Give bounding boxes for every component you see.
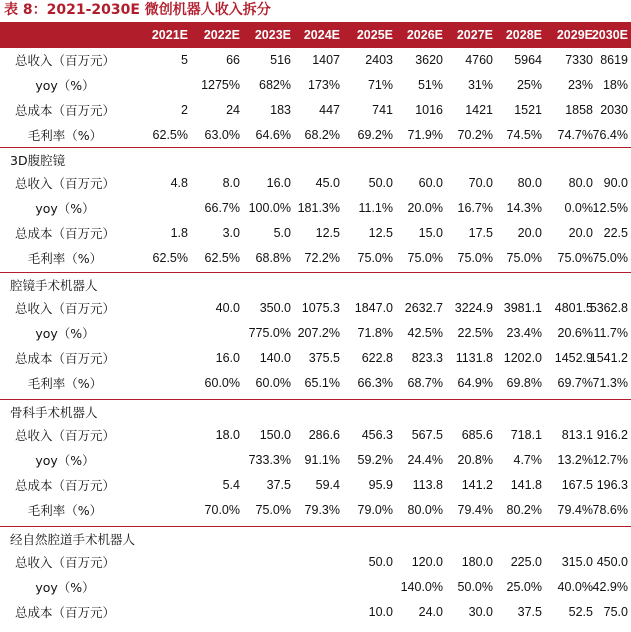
table-cell: 66.7% <box>204 201 240 215</box>
table-row <box>0 171 631 196</box>
table-cell: 80.0 <box>568 176 593 190</box>
table-cell: 741 <box>372 103 393 117</box>
table-row <box>0 448 631 473</box>
table-cell: 813.1 <box>561 428 593 442</box>
row-label: 总收入（百万元） <box>14 301 115 316</box>
table-cell: 24.4% <box>407 453 443 467</box>
table-cell: 75.0% <box>592 251 628 265</box>
table-row <box>0 600 631 625</box>
table-cell: 447 <box>319 103 340 117</box>
table-cell: 71.3% <box>592 376 628 390</box>
table-cell: 15.0 <box>418 226 443 240</box>
table-cell: 69.7% <box>557 376 593 390</box>
row-label: 总成本（百万元） <box>14 103 115 118</box>
table-cell: 75.0% <box>506 251 542 265</box>
table-row <box>0 98 631 123</box>
section-title: 3D腹腔镜 <box>10 153 66 168</box>
table-cell: 167.5 <box>561 478 593 492</box>
table-cell: 3.0 <box>222 226 240 240</box>
table-cell: 22.5% <box>457 326 493 340</box>
row-label: 总收入（百万元） <box>14 53 115 68</box>
table-cell: 173% <box>308 78 340 92</box>
table-cell: 68.2% <box>304 128 340 142</box>
table-cell: 76.4% <box>592 128 628 142</box>
table-cell: 141.8 <box>510 478 542 492</box>
table-cell: 60.0 <box>418 176 443 190</box>
table-cell: 16.0 <box>215 351 240 365</box>
table-row <box>0 346 631 371</box>
table-cell: 60.0% <box>204 376 240 390</box>
table-cell: 1541.2 <box>589 351 628 365</box>
row-label: 总收入（百万元） <box>14 176 115 191</box>
table-cell: 23.4% <box>506 326 542 340</box>
table-title: 表 8：2021-2030E 微创机器人收入拆分 <box>4 2 271 18</box>
table-cell: 141.2 <box>461 478 493 492</box>
table-cell: 91.1% <box>304 453 340 467</box>
row-label: 毛利率（%） <box>27 128 103 143</box>
table-cell: 69.2% <box>357 128 393 142</box>
table-cell: 78.6% <box>592 503 628 517</box>
table-cell: 1858 <box>565 103 593 117</box>
table-cell: 63.0% <box>204 128 240 142</box>
table-cell: 3620 <box>415 53 443 67</box>
row-label: yoy（%） <box>35 580 95 595</box>
table-cell: 62.5% <box>152 128 188 142</box>
table-cell: 17.5 <box>468 226 493 240</box>
table-cell: 80.0 <box>517 176 542 190</box>
table-cell: 42.5% <box>407 326 443 340</box>
table-cell: 682% <box>259 78 291 92</box>
table-cell: 375.5 <box>308 351 340 365</box>
table-cell: 25.0% <box>506 580 542 594</box>
row-label: 毛利率（%） <box>27 251 103 266</box>
table-cell: 4801.5 <box>554 301 593 315</box>
table-cell: 225.0 <box>510 555 542 569</box>
section-title: 骨科手术机器人 <box>10 405 98 420</box>
table-cell: 40.0% <box>557 580 593 594</box>
table-cell: 450.0 <box>596 555 628 569</box>
table-row <box>0 575 631 600</box>
table-cell: 20.0 <box>568 226 593 240</box>
table-cell: 5964 <box>514 53 542 67</box>
table-cell: 16.0 <box>266 176 291 190</box>
table-cell: 775.0% <box>248 326 291 340</box>
table-row <box>0 221 631 246</box>
row-label: yoy（%） <box>35 78 95 93</box>
row-label: 总成本（百万元） <box>14 351 115 366</box>
row-label: 总成本（百万元） <box>14 605 115 620</box>
table-cell: 120.0 <box>411 555 443 569</box>
table-cell: 7330 <box>565 53 593 67</box>
year-header: 2021E <box>151 28 188 42</box>
table-cell: 62.5% <box>204 251 240 265</box>
table-cell: 315.0 <box>561 555 593 569</box>
table-cell: 823.3 <box>411 351 443 365</box>
table-cell: 5.4 <box>222 478 240 492</box>
table-cell: 8619 <box>600 53 628 67</box>
table-cell: 516 <box>270 53 291 67</box>
row-label: 总收入（百万元） <box>14 428 115 443</box>
table-cell: 75.0% <box>357 251 393 265</box>
row-label: yoy（%） <box>35 453 95 468</box>
table-cell: 3981.1 <box>503 301 542 315</box>
table-cell: 1016 <box>415 103 443 117</box>
table-row <box>0 73 631 98</box>
table-header <box>0 22 631 48</box>
table-cell: 20.8% <box>457 453 493 467</box>
table-row <box>0 296 631 321</box>
table-cell: 24 <box>226 103 240 117</box>
table-cell: 1407 <box>312 53 340 67</box>
year-header: 2030E <box>591 28 628 42</box>
table-cell: 72.2% <box>304 251 340 265</box>
table-cell: 70.0% <box>204 503 240 517</box>
table-cell: 60.0% <box>255 376 291 390</box>
table-row <box>0 123 631 148</box>
table-cell: 22.5 <box>603 226 628 240</box>
year-header: 2027E <box>456 28 493 42</box>
table-cell: 80.0% <box>407 503 443 517</box>
table-cell: 1847.0 <box>354 301 393 315</box>
table-cell: 23% <box>567 78 593 92</box>
table-cell: 4.8 <box>170 176 188 190</box>
table-row <box>0 48 631 73</box>
table-cell: 4.7% <box>513 453 542 467</box>
row-label: 总成本（百万元） <box>14 478 115 493</box>
row-label: 总成本（百万元） <box>14 226 115 241</box>
table-cell: 286.6 <box>308 428 340 442</box>
table-cell: 150.0 <box>259 428 291 442</box>
table-cell: 5362.8 <box>589 301 628 315</box>
table-cell: 1452.9 <box>554 351 593 365</box>
table-cell: 13.2% <box>557 453 593 467</box>
table-cell: 68.7% <box>407 376 443 390</box>
year-header: 2022E <box>203 28 240 42</box>
table-cell: 2030 <box>600 103 628 117</box>
table-cell: 12.5 <box>368 226 393 240</box>
table-cell: 1275% <box>201 78 240 92</box>
table-cell: 8.0 <box>222 176 240 190</box>
table-cell: 20.0% <box>407 201 443 215</box>
table-cell: 75.0% <box>407 251 443 265</box>
section-title: 腔镜手术机器人 <box>10 278 98 293</box>
row-label: yoy（%） <box>35 201 95 216</box>
table-cell: 37.5 <box>266 478 291 492</box>
table-cell: 80.2% <box>506 503 542 517</box>
table-cell: 183 <box>270 103 291 117</box>
table-cell: 71.9% <box>407 128 443 142</box>
table-cell: 65.1% <box>304 376 340 390</box>
table-cell: 66.3% <box>357 376 393 390</box>
year-header: 2028E <box>505 28 542 42</box>
table-cell: 75.0 <box>603 605 628 619</box>
table-cell: 50.0 <box>368 176 393 190</box>
table-cell: 59.2% <box>357 453 393 467</box>
table-row <box>0 473 631 498</box>
table-row <box>0 371 631 396</box>
table-cell: 18% <box>602 78 628 92</box>
table-cell: 79.3% <box>304 503 340 517</box>
section-divider <box>0 399 631 400</box>
table-cell: 20.6% <box>557 326 593 340</box>
section-divider <box>0 526 631 527</box>
row-label: 总收入（百万元） <box>14 555 115 570</box>
table-cell: 3224.9 <box>454 301 493 315</box>
table-cell: 2403 <box>365 53 393 67</box>
table-cell: 113.8 <box>412 478 443 492</box>
table-cell: 62.5% <box>152 251 188 265</box>
table-cell: 51% <box>417 78 443 92</box>
table-cell: 18.0 <box>215 428 240 442</box>
table-cell: 733.3% <box>248 453 291 467</box>
table-row <box>0 246 631 271</box>
table-cell: 50.0% <box>457 580 493 594</box>
table-cell: 181.3% <box>297 201 340 215</box>
table-cell: 622.8 <box>361 351 393 365</box>
table-cell: 71.8% <box>357 326 393 340</box>
table-cell: 74.7% <box>557 128 593 142</box>
table-cell: 10.0 <box>368 605 393 619</box>
table-cell: 90.0 <box>603 176 628 190</box>
table-cell: 350.0 <box>259 301 291 315</box>
table-cell: 40.0 <box>215 301 240 315</box>
table-cell: 2632.7 <box>404 301 443 315</box>
table-cell: 16.7% <box>457 201 493 215</box>
row-label: yoy（%） <box>35 326 95 341</box>
table-cell: 1075.3 <box>301 301 340 315</box>
year-header: 2029E <box>556 28 593 42</box>
year-header: 2026E <box>406 28 443 42</box>
table-cell: 11.1% <box>358 201 393 215</box>
table-cell: 42.9% <box>592 580 628 594</box>
table-cell: 140.0 <box>259 351 291 365</box>
table-cell: 12.5 <box>315 226 340 240</box>
table-cell: 685.6 <box>461 428 493 442</box>
section-divider <box>0 272 631 273</box>
table-row <box>0 321 631 346</box>
table-cell: 45.0 <box>315 176 340 190</box>
table-cell: 75.0% <box>557 251 593 265</box>
table-cell: 79.4% <box>557 503 593 517</box>
table-cell: 50.0 <box>368 555 393 569</box>
table-cell: 52.5 <box>568 605 593 619</box>
table-cell: 5 <box>181 53 188 67</box>
table-cell: 79.0% <box>357 503 393 517</box>
table-row <box>0 196 631 221</box>
table-cell: 20.0 <box>517 226 542 240</box>
table-cell: 196.3 <box>596 478 628 492</box>
year-header: 2023E <box>254 28 291 42</box>
table-cell: 30.0 <box>468 605 493 619</box>
table-cell: 31% <box>467 78 493 92</box>
table-cell: 456.3 <box>361 428 393 442</box>
table-cell: 75.0% <box>457 251 493 265</box>
table-cell: 2 <box>181 103 188 117</box>
table-cell: 1421 <box>465 103 493 117</box>
table-cell: 64.6% <box>255 128 291 142</box>
table-cell: 75.0% <box>255 503 291 517</box>
table-cell: 5.0 <box>273 226 291 240</box>
table-cell: 14.3% <box>506 201 542 215</box>
row-label: 毛利率（%） <box>27 376 103 391</box>
table-cell: 1521 <box>514 103 542 117</box>
table-cell: 4760 <box>465 53 493 67</box>
table-cell: 70.0 <box>468 176 493 190</box>
table-cell: 718.1 <box>510 428 542 442</box>
row-label: 毛利率（%） <box>27 503 103 518</box>
table-cell: 59.4 <box>315 478 340 492</box>
table-cell: 0.0% <box>564 201 593 215</box>
year-header: 2025E <box>356 28 393 42</box>
table-cell: 140.0% <box>400 580 443 594</box>
table-cell: 1131.8 <box>455 351 493 365</box>
table-cell: 70.2% <box>457 128 493 142</box>
table-cell: 66 <box>226 53 240 67</box>
table-cell: 24.0 <box>418 605 443 619</box>
table-cell: 68.8% <box>255 251 291 265</box>
table-cell: 207.2% <box>297 326 340 340</box>
year-header: 2024E <box>303 28 340 42</box>
table-cell: 79.4% <box>457 503 493 517</box>
table-cell: 12.7% <box>592 453 628 467</box>
table-cell: 180.0 <box>461 555 493 569</box>
table-row <box>0 550 631 575</box>
table-cell: 567.5 <box>411 428 443 442</box>
table-cell: 11.7% <box>593 326 628 340</box>
table-cell: 37.5 <box>517 605 542 619</box>
table-cell: 64.9% <box>457 376 493 390</box>
table-row <box>0 498 631 523</box>
table-cell: 1202.0 <box>503 351 542 365</box>
table-cell: 71% <box>367 78 393 92</box>
section-title: 经自然腔道手术机器人 <box>10 532 136 547</box>
table-cell: 25% <box>516 78 542 92</box>
table-cell: 12.5% <box>592 201 628 215</box>
table-cell: 95.9 <box>368 478 393 492</box>
table-cell: 74.5% <box>506 128 542 142</box>
table-cell: 916.2 <box>596 428 628 442</box>
table-row <box>0 423 631 448</box>
table-cell: 1.8 <box>170 226 188 240</box>
table-cell: 100.0% <box>248 201 291 215</box>
table-cell: 69.8% <box>506 376 542 390</box>
